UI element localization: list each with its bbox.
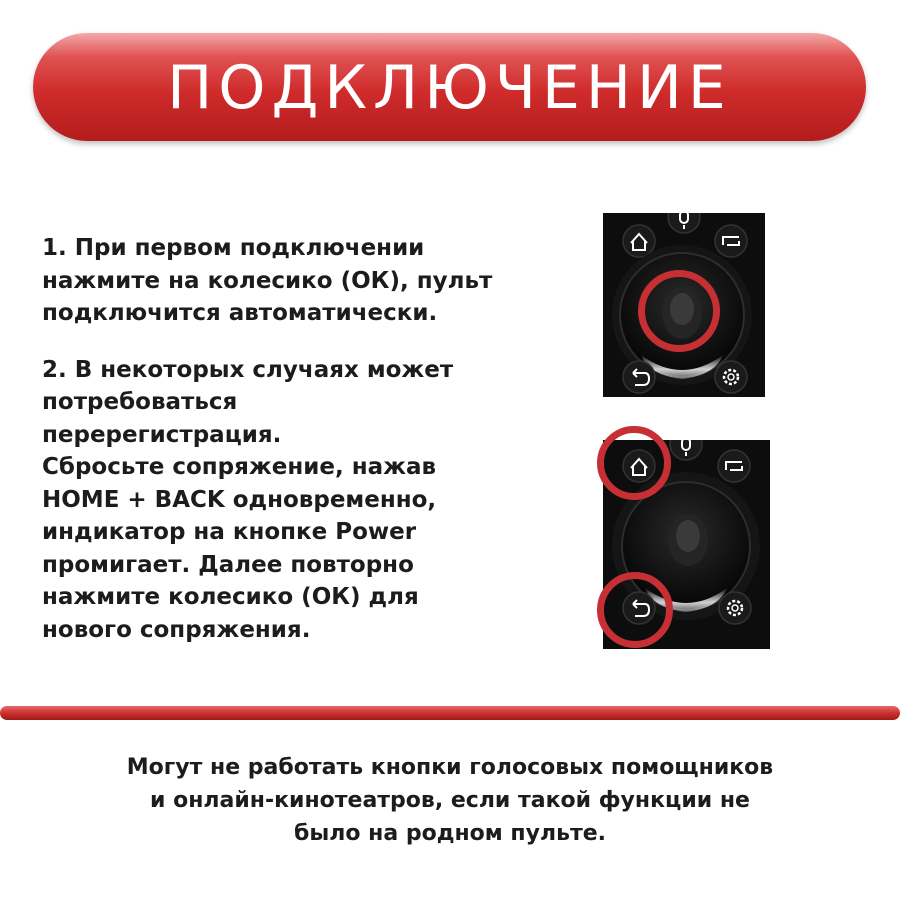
instruction-step-1: 1. При первом подключении нажмите на колесико (ОК), пульт подключится автоматически. [42,235,493,326]
home-icon [623,225,655,257]
settings-icon [715,361,747,393]
settings-icon [719,592,751,624]
header-banner [33,33,866,141]
home-button-highlight [597,426,671,500]
microphone-icon [668,213,700,233]
back-icon [623,361,655,393]
footer-line: было на родном пульте. [293,821,607,846]
footer-line: Могут не работать кнопки голосовых помощников [126,755,774,780]
footer-note [60,751,840,850]
footer-line: и онлайн-кинотеатров, если такой функции не [150,788,750,813]
input-icon [718,450,750,482]
input-icon [715,225,747,257]
back-button-highlight [597,572,673,648]
section-divider [0,706,900,720]
page-title: ПОДКЛЮЧЕНИЕ [167,53,732,123]
instruction-step-2: 2. В некоторых случаях может потребоваться перерегистрация. Сбросьте сопряжение, нажав HOME + BACK одновременно, индикатор на кнопке Power промигает. Далее повторно нажмите колесико (ОК) для нового сопряжения. [42,356,454,643]
microphone-icon [670,440,702,460]
instructions [42,232,542,646]
ok-wheel-highlight [638,270,720,352]
